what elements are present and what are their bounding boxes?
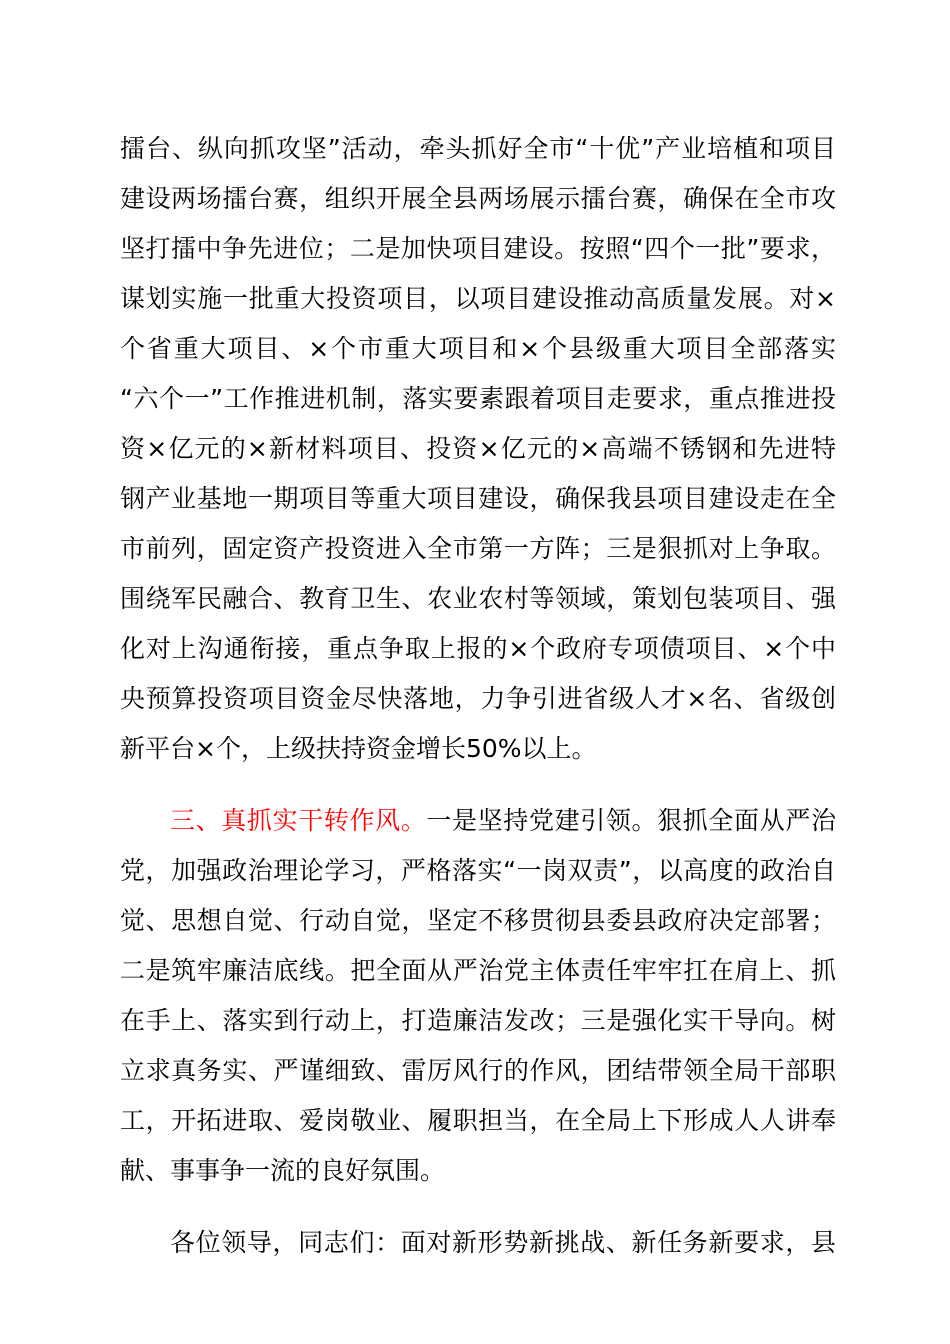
text-line: 谋划实施一批重大投资项目，以项目建设推动高质量发展。对×	[120, 284, 836, 313]
text-line: 围绕军民融合、教育卫生、农业农村等领域，策划包装项目、强	[120, 584, 836, 613]
text-line: 党，加强政治理论学习，严格落实“一岗双责”，以高度的政治自	[120, 856, 836, 885]
text-line: 在手上、落实到行动上，打造廉洁发改；三是强化实干导向。树	[120, 1006, 836, 1035]
text-line: 二是筑牢廉洁底线。把全面从严治党主体责任牢牢扛在肩上、抓	[120, 956, 836, 985]
text-line: 工，开拓进取、爱岗敬业、履职担当，在全局上下形成人人讲奉	[120, 1106, 836, 1135]
text-line: 觉、思想自觉、行动自觉，坚定不移贯彻县委县政府决定部署；	[120, 906, 836, 935]
paragraph-closing	[120, 1218, 836, 1268]
text-line: 新平台×个，上级扶持资金增长50%以上。	[120, 734, 597, 763]
text-line	[120, 796, 836, 846]
text-line: 钢产业基地一期项目等重大项目建设，确保我县项目建设走在全	[120, 484, 836, 513]
text-line: “六个一”工作推进机制，落实要素跟着项目走要求，重点推进投	[120, 384, 836, 413]
paragraph-project-construction	[120, 124, 836, 774]
heading-line-rest: 一是坚持党建引领。狠抓全面从严治	[426, 806, 836, 835]
paragraph-work-style	[120, 796, 836, 1196]
text-line: 献、事事争一流的良好氛围。	[120, 1156, 446, 1185]
section-heading: 三、真抓实干转作风。	[170, 806, 427, 835]
text-line: 市前列，固定资产投资进入全市第一方阵；三是狠抓对上争取。	[120, 534, 836, 563]
text-line: 立求真务实、严谨细致、雷厉风行的作风，团结带领全局干部职	[120, 1056, 836, 1085]
text-line: 个省重大项目、×个市重大项目和×个县级重大项目全部落实	[120, 334, 836, 363]
text-line: 擂台、纵向抓攻坚”活动，牵头抓好全市“十优”产业培植和项目	[120, 134, 836, 163]
text-line: 化对上沟通衔接，重点争取上报的×个政府专项债项目、×个中	[120, 634, 836, 663]
text-line: 坚打擂中争先进位；二是加快项目建设。按照“四个一批”要求，	[120, 234, 836, 263]
document-body	[120, 124, 836, 1268]
text-line: 建设两场擂台赛，组织开展全县两场展示擂台赛，确保在全市攻	[120, 184, 836, 213]
text-line: 央预算投资项目资金尽快落地，力争引进省级人才×名、省级创	[120, 684, 836, 713]
text-line: 各位领导，同志们：面对新形势新挑战、新任务新要求，县	[170, 1228, 836, 1257]
text-line: 资×亿元的×新材料项目、投资×亿元的×高端不锈钢和先进特	[120, 434, 836, 463]
